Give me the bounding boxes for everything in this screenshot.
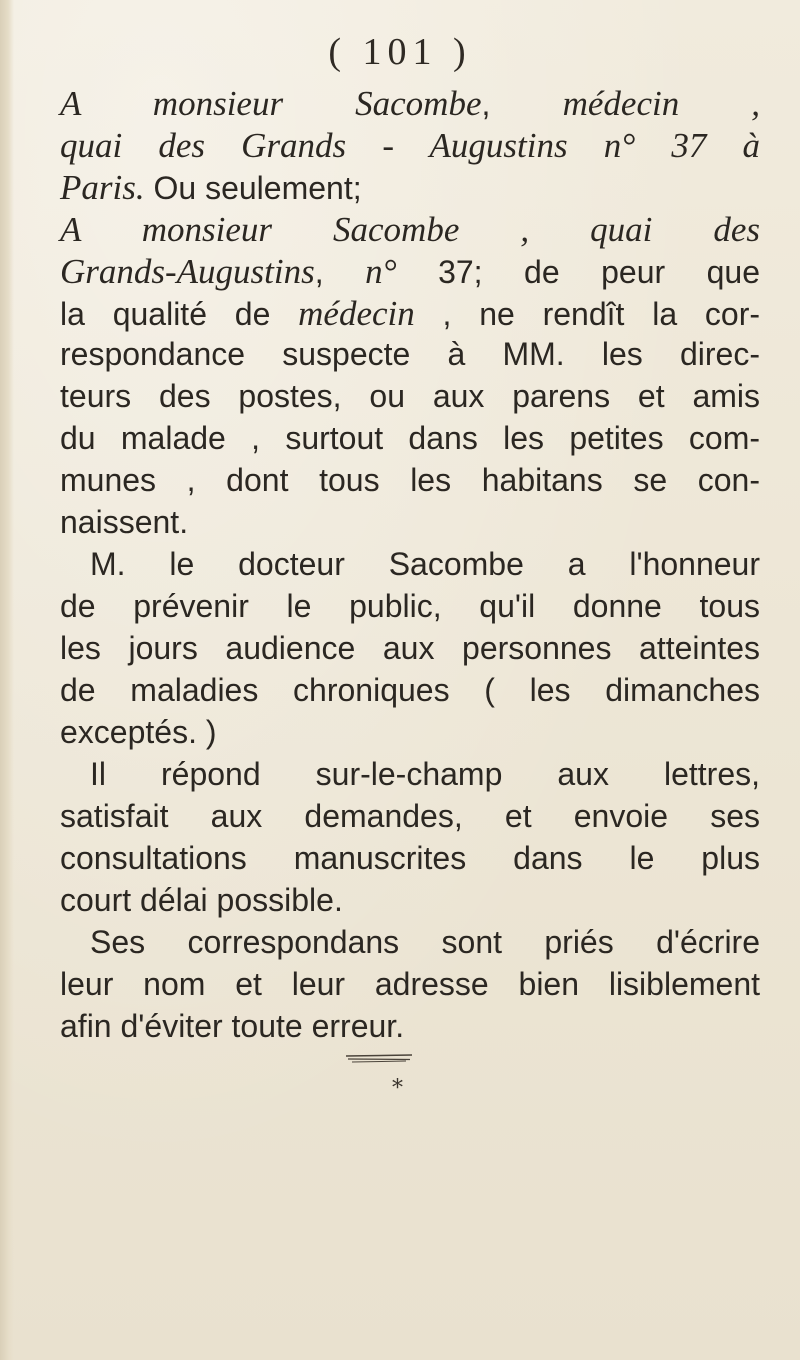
paragraph-2-line-2	[60, 254, 760, 289]
paragraph-2-line-8: naissent.	[60, 504, 189, 540]
paragraph-5-line-3: afin d'éviter toute erreur.	[60, 1008, 405, 1044]
paragraph-4-line-3: consultations manuscrites dans le plus	[60, 840, 760, 876]
paragraph-3-line-3: les jours audience aux personnes atteintes	[60, 630, 760, 666]
render-text: , ne rendît la cor-	[414, 296, 761, 332]
paragraph-2-line-6: du malade , surtout dans les petites com-	[60, 420, 760, 456]
addressee-text: A monsieur Sacombe	[60, 84, 482, 123]
profession-text: médecin ,	[562, 84, 761, 123]
paragraph-2-line-5: teurs des postes, ou aux parens et amis	[60, 378, 760, 414]
paragraph-2-line-1: A monsieur Sacombe , quai des	[60, 210, 760, 249]
paragraph-5-line-1: Ses correspondans sont priés d'écrire	[90, 924, 760, 960]
signature-mark: *	[392, 1076, 403, 1101]
page-number: ( 101 )	[328, 31, 472, 73]
street-text: Grands-Augustins	[60, 252, 315, 291]
paragraph-4-line-4: court délai possible.	[60, 882, 343, 918]
paragraph-5-line-2: leur nom et leur adresse bien lisiblement	[60, 966, 760, 1002]
comma-text: ,	[481, 86, 563, 122]
paragraph-1-line-3	[60, 170, 760, 205]
paragraph-4-line-1: Il répond sur-le-champ aux lettres,	[90, 756, 760, 792]
paragraph-3-line-1: M. le docteur Sacombe a l'honneur	[90, 546, 760, 582]
page-fold-shadow	[0, 0, 14, 1360]
quality-text: la qualité de	[60, 296, 299, 332]
ornament-rule	[344, 1052, 414, 1064]
fear-clause-text: 37; de peur que	[396, 254, 760, 290]
paragraph-2-line-7: munes , dont tous les habitans se con-	[60, 462, 760, 498]
paragraph-2-line-3	[60, 296, 760, 331]
paragraph-2-line-4: respondance suspecte à MM. les direc-	[60, 336, 760, 372]
comma-text: ,	[314, 254, 366, 290]
number-sign-text: n°	[365, 252, 397, 291]
paragraph-3-line-5: exceptés. )	[60, 714, 217, 750]
paragraph-3-line-2: de prévenir le public, qu'il donne tous	[60, 588, 760, 624]
paragraph-1-line-1	[60, 86, 760, 121]
alternative-text: Ou seulement;	[144, 170, 362, 206]
paragraph-1-line-2: quai des Grands - Augustins n° 37 à	[60, 126, 760, 165]
paragraph-3-line-4: de maladies chroniques ( les dimanches	[60, 672, 760, 708]
paragraph-4-line-2: satisfait aux demandes, et envoie ses	[60, 798, 760, 834]
medecin-italic-text: médecin	[298, 294, 415, 333]
city-text: Paris.	[60, 168, 145, 207]
